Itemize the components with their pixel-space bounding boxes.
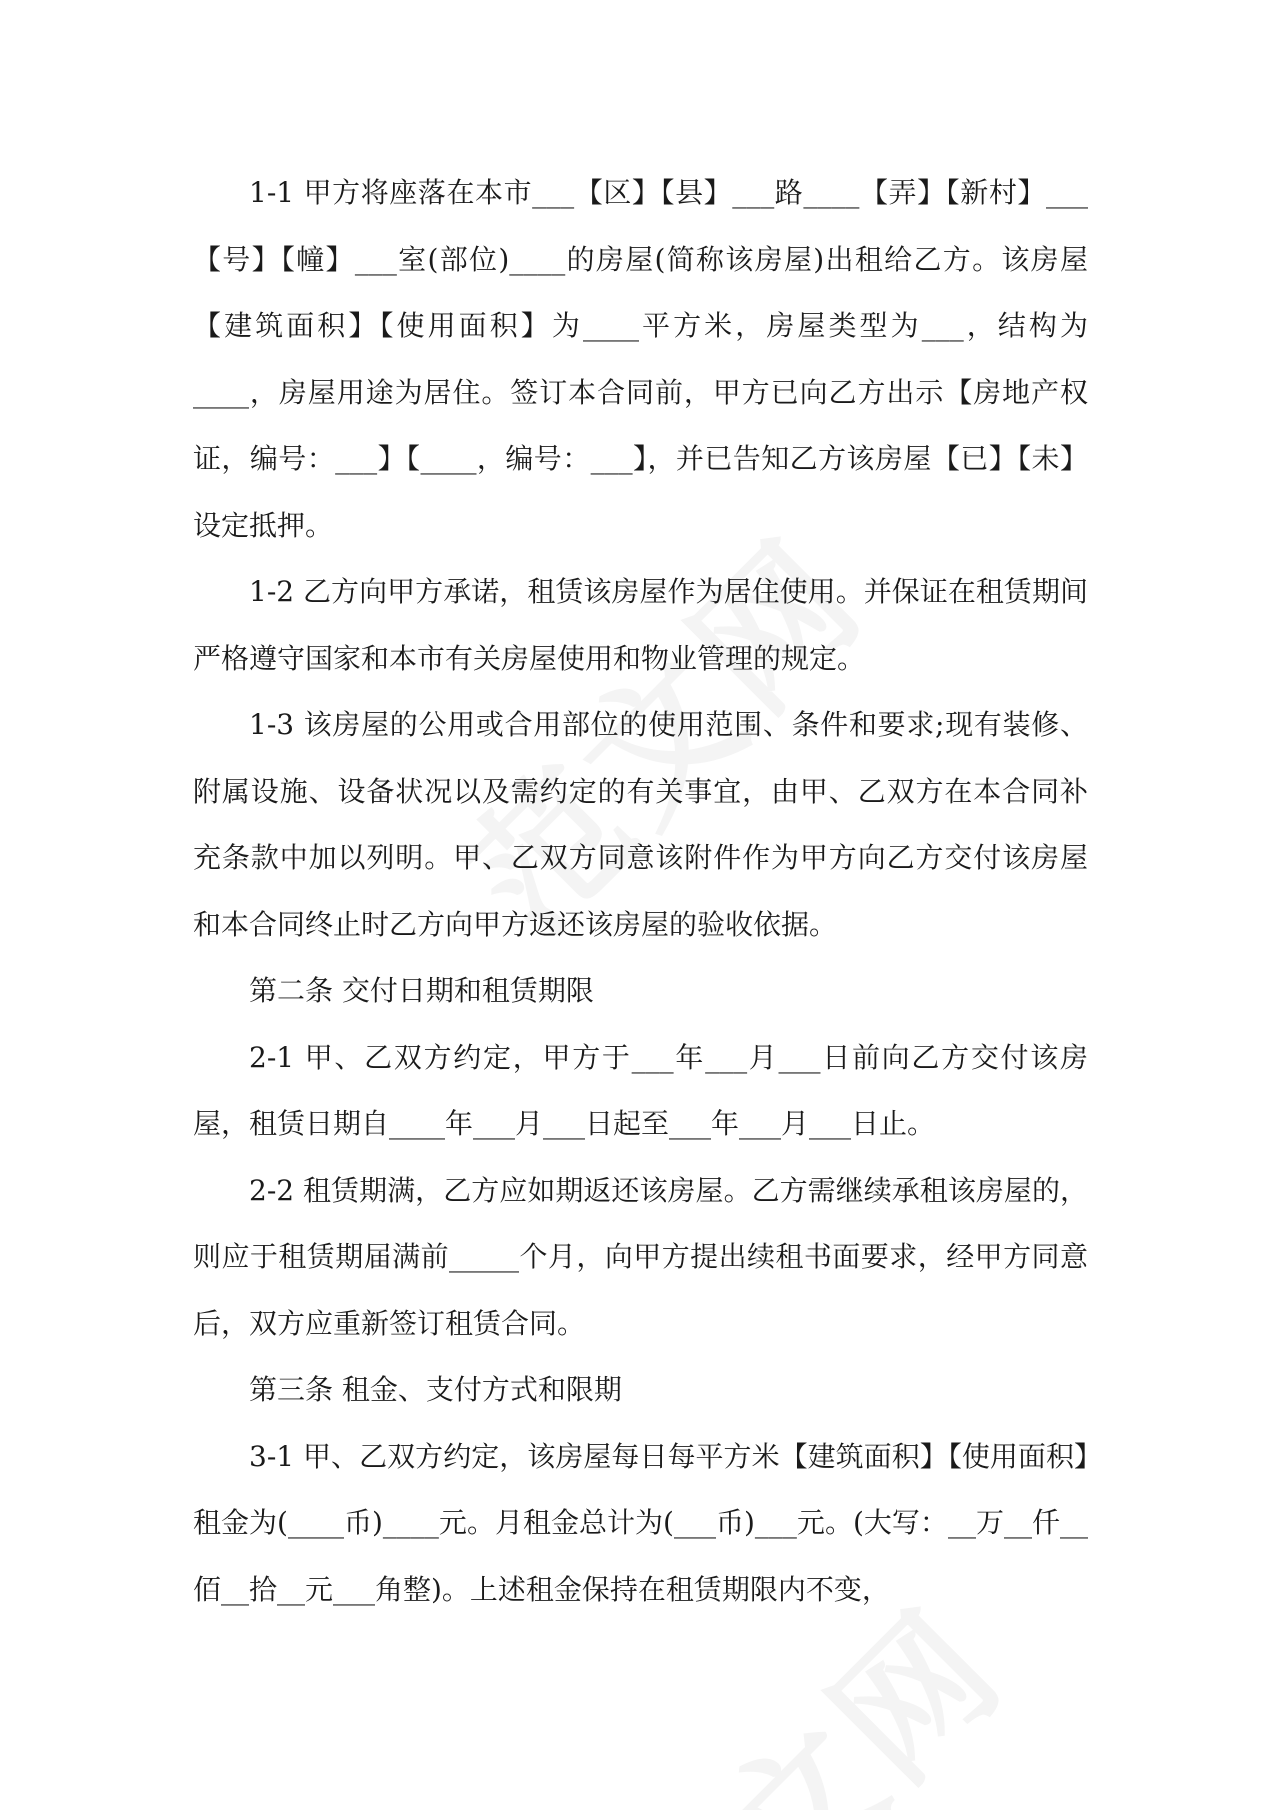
article-3-heading: 第三条 租金、支付方式和限期 <box>249 1373 622 1406</box>
document-body <box>193 160 1088 1623</box>
article-2-heading: 第二条 交付日期和租赁期限 <box>249 974 594 1007</box>
clause-2-2: 2-2 租赁期满，乙方应如期返还该房屋。乙方需继续承租该房屋的，则应于租赁期届满前_____个月，向甲方提出续租书面要求，经甲方同意后，双方应重新签订租赁合同。 <box>193 1173 1088 1340</box>
clause-3-1: 3-1 甲、乙双方约定，该房屋每日每平方米【建筑面积】【使用面积】租金为(____币)____元。月租金总计为(___币)___元。(大写：__万__仟__佰__拾__元___角整)。上述租金保持在租赁期限内不变， <box>193 1439 1088 1606</box>
clause-2-1: 2-1 甲、乙双方约定，甲方于___年___月___日前向乙方交付该房屋，租赁日期自____年___月___日起至___年___月___日止。 <box>193 1040 1088 1140</box>
clause-1-3: 1-3 该房屋的公用或合用部位的使用范围、条件和要求;现有装修、附属设施、设备状况以及需约定的有关事宜，由甲、乙双方在本合同补充条款中加以列明。甲、乙双方同意该附件作为甲方向乙方交付该房屋和本合同终止时乙方向甲方返还该房屋的验收依据。 <box>193 708 1088 941</box>
clause-1-2: 1-2 乙方向甲方承诺，租赁该房屋作为居住使用。并保证在租赁期间严格遵守国家和本市有关房屋使用和物业管理的规定。 <box>193 575 1088 675</box>
clause-1-1: 1-1 甲方将座落在本市___【区】【县】___路____【弄】【新村】___【号】【幢】___室(部位)____的房屋(简称该房屋)出租给乙方。该房屋【建筑面积】【使用面积】为____平方米，房屋类型为___，结构为____，房屋用途为居住。签订本合同前，甲方已向乙方出示【房地产权证，编号：___】【____，编号：___】，并已告知乙方该房屋【已】【未】设定抵押。 <box>193 176 1088 542</box>
